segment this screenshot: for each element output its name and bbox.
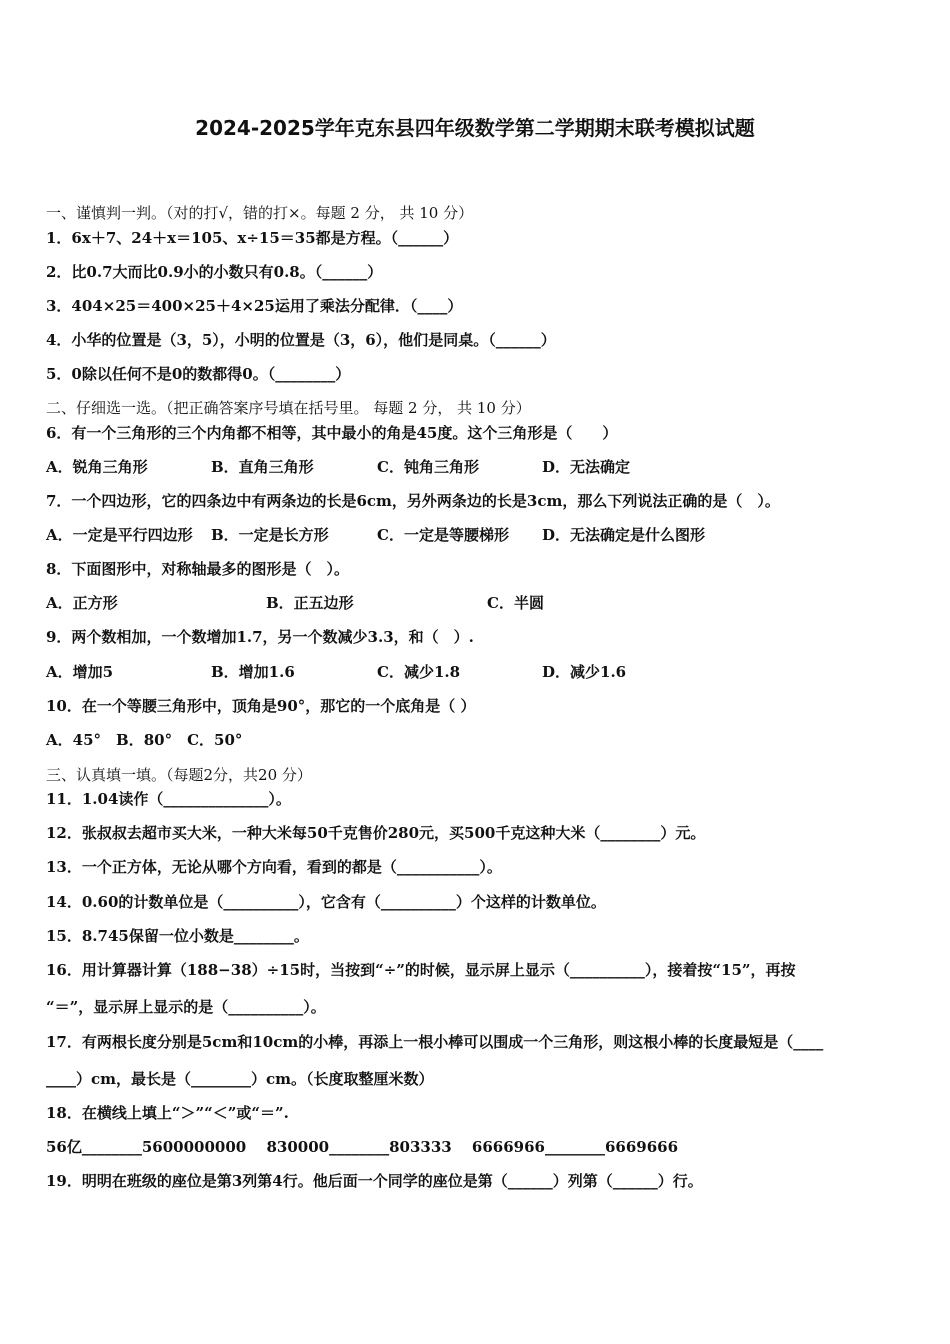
question-5: 5．0除以任何不是0的数都得0。（________）	[46, 365, 351, 383]
question-7-options	[46, 526, 906, 544]
question-4: 4．小华的位置是（3，5），小明的位置是（3，6），他们是同桌。（______）	[46, 331, 556, 349]
option-a: A．一定是平行四边形	[46, 526, 193, 544]
question-12: 12．张叔叔去超市买大米，一种大米每50千克售价280元，买500千克这种大米（________）元。	[46, 824, 706, 842]
question-18: 18．在横线上填上“＞”“＜”或“＝”.	[46, 1104, 289, 1122]
option-a: A．增加5	[46, 663, 114, 681]
option-b: B．增加1.6	[211, 663, 295, 681]
question-9: 9．两个数相加，一个数增加1.7，另一个数减少3.3，和（ ）.	[46, 628, 474, 646]
page-title: 2024-2025学年克东县四年级数学第二学期期末联考模拟试题	[195, 116, 755, 140]
question-6: 6．有一个三角形的三个内角都不相等，其中最小的角是45度。这个三角形是（ ）	[46, 424, 618, 442]
option-a: A．正方形	[46, 594, 118, 612]
question-9-options	[46, 663, 906, 681]
option-c: C．半圆	[487, 594, 544, 612]
option-d: D．无法确定是什么图形	[542, 526, 706, 544]
question-10: 10．在一个等腰三角形中，顶角是90°，那它的一个底角是（ ）	[46, 697, 476, 715]
option-b: B．直角三角形	[211, 458, 314, 476]
question-17-line-1: 17．有两根长度分别是5cm和10cm的小棒，再添上一根小棒可以围成一个三角形，则这根小棒的长度最短是（____	[46, 1033, 824, 1051]
question-6-options	[46, 458, 906, 476]
section-3-header: 三、认真填一填。（每题2分，共20 分）	[46, 766, 312, 784]
question-18-items: 56亿________5600000000 830000________803333 6666966________6669666	[46, 1138, 679, 1156]
question-14: 14．0.60的计数单位是（__________），它含有（__________）个这样的计数单位。	[46, 893, 606, 911]
section-1-header: 一、谨慎判一判。（对的打√，错的打×。每题 2 分， 共 10 分）	[46, 204, 474, 222]
option-c: C．一定是等腰梯形	[377, 526, 509, 544]
question-16-line-2: “＝”，显示屏上显示的是（__________）。	[46, 998, 326, 1016]
option-c: C．钝角三角形	[377, 458, 479, 476]
question-3: 3．404×25＝400×25＋4×25运用了乘法分配律．（____）	[46, 297, 463, 315]
option-a: A．锐角三角形	[46, 458, 148, 476]
question-16-line-1: 16．用计算器计算（188−38）÷15时，当按到“÷”的时候，显示屏上显示（__________），接着按“15”，再按	[46, 961, 796, 979]
option-b: B．一定是长方形	[211, 526, 329, 544]
question-11: 11．1.04读作（______________）。	[46, 790, 291, 808]
question-13: 13．一个正方体，无论从哪个方向看，看到的都是（___________）。	[46, 858, 502, 876]
question-17-line-2: ____）cm，最长是（________）cm。（长度取整厘米数）	[46, 1070, 434, 1088]
option-b: B．正五边形	[266, 594, 354, 612]
option-c: C．减少1.8	[377, 663, 461, 681]
option-d: D．无法确定	[542, 458, 631, 476]
section-2-header: 二、仔细选一选。（把正确答案序号填在括号里。 每题 2 分， 共 10 分）	[46, 399, 531, 417]
question-10-options: A．45° B．80° C．50°	[46, 731, 243, 749]
question-7: 7．一个四边形，它的四条边中有两条边的长是6cm，另外两条边的长是3cm，那么下列说法正确的是（ ）。	[46, 492, 780, 510]
question-15: 15．8.745保留一位小数是________。	[46, 927, 309, 945]
option-d: D．减少1.6	[542, 663, 627, 681]
question-2: 2．比0.7大而比0.9小的小数只有0.8。（______）	[46, 263, 383, 281]
question-8: 8．下面图形中，对称轴最多的图形是（ ）。	[46, 560, 349, 578]
question-19: 19．明明在班级的座位是第3列第4行。他后面一个同学的座位是第（______）列第（______）行。	[46, 1172, 703, 1190]
question-1: 1．6x＋7、24＋x＝105、x÷15＝35都是方程。（______）	[46, 229, 459, 247]
question-8-options	[46, 594, 906, 612]
